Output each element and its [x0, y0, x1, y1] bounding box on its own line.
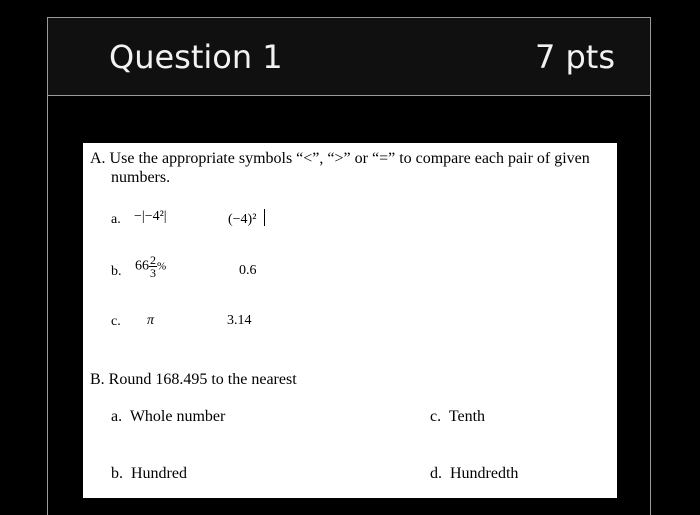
option-b-label: b. — [111, 465, 123, 482]
absolute-bar-mark — [264, 209, 265, 226]
question-header — [48, 18, 650, 96]
item-b-left-expression — [135, 254, 166, 279]
item-b-right-expression: 0.6 — [239, 263, 257, 278]
item-c-right-expression: 3.14 — [227, 313, 252, 328]
option-d-label: d. — [430, 465, 442, 482]
option-a-label: a. — [111, 408, 123, 425]
option-c-text: Tenth — [448, 408, 486, 425]
item-b-whole: 66 — [135, 258, 149, 274]
item-c-label: c. — [111, 314, 121, 329]
item-a-right-expression — [228, 209, 267, 228]
option-b — [111, 464, 187, 483]
item-a-left-expression — [134, 209, 167, 225]
item-b-numerator: 2 — [150, 253, 156, 267]
item-b-unit: % — [157, 260, 167, 273]
option-b-text: Hundred — [131, 465, 187, 482]
item-b-denominator: 3 — [150, 266, 156, 280]
option-c — [430, 407, 485, 426]
part-b-instruction: B. Round 168.495 to the nearest — [90, 371, 297, 388]
question-title: Question 1 — [109, 38, 283, 76]
question-points: 7 pts — [534, 38, 615, 76]
option-a — [111, 407, 225, 426]
option-d — [430, 464, 518, 483]
item-a-left-expression-text: −|−4²| — [134, 209, 167, 224]
item-a-label: a. — [111, 212, 121, 227]
option-a-text: Whole number — [129, 408, 226, 425]
part-a-instruction-line1: A. Use the appropriate symbols “<”, “>” or “=” to compare each pair of given — [90, 150, 590, 167]
item-b-fraction — [149, 254, 157, 279]
item-b-label: b. — [111, 264, 122, 279]
part-a-instruction-line2: numbers. — [111, 169, 171, 186]
item-a-right-expression-text: (−4)² — [228, 212, 257, 227]
question-image — [83, 143, 617, 498]
item-c-left-expression: π — [147, 313, 155, 328]
option-d-text: Hundredth — [450, 465, 519, 482]
option-c-label: c. — [430, 408, 442, 425]
